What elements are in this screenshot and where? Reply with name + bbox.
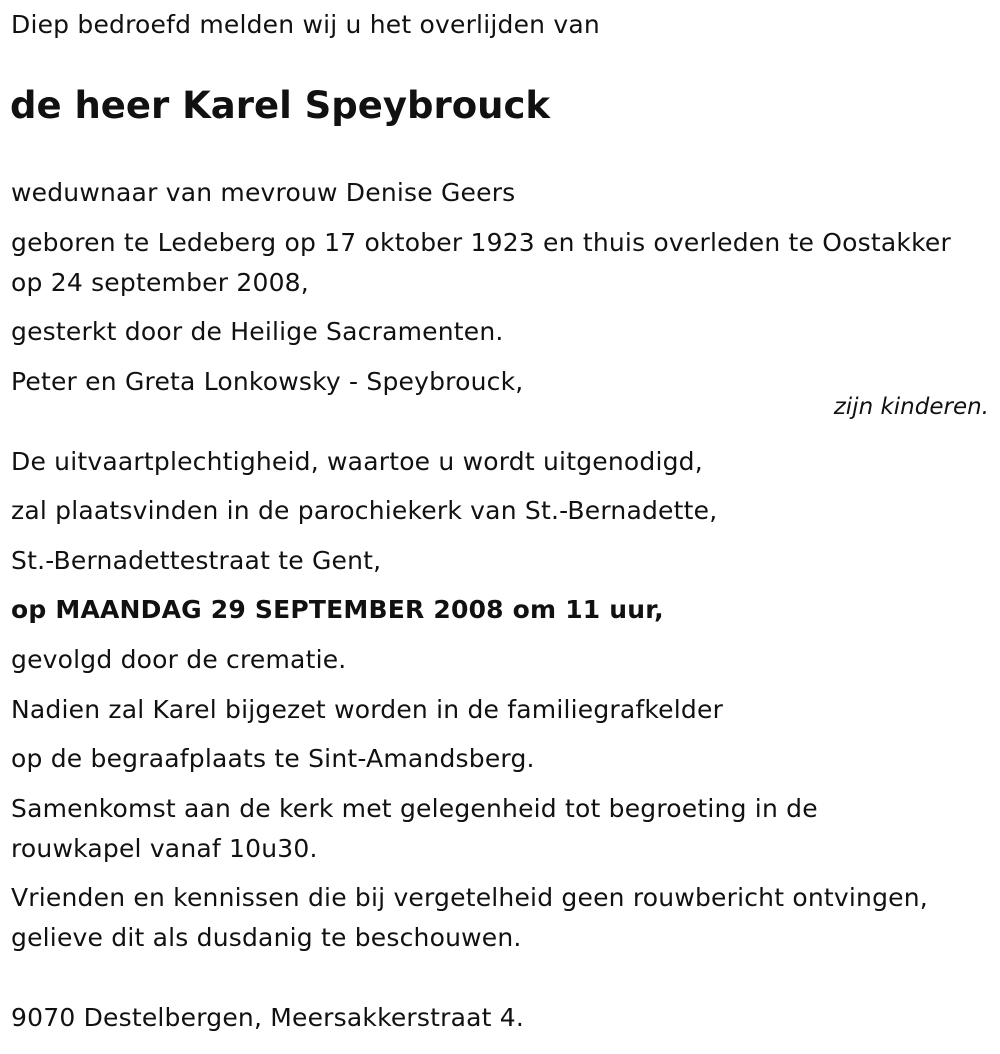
friends-line-1: Vrienden en kennissen die bij vergetelheid geen rouwbericht ontvingen, — [11, 883, 928, 912]
gathering-line-2: rouwkapel vanaf 10u30. — [11, 834, 318, 863]
funeral-date: op MAANDAG 29 SEPTEMBER 2008 om 11 uur, — [11, 595, 664, 624]
intro-text: Diep bedroefd melden wij u het overlijden van — [11, 10, 600, 39]
funeral-invite-line-2: zal plaatsvinden in de parochiekerk van St.-Bernadette, — [11, 496, 718, 525]
cremation-text: gevolgd door de crematie. — [11, 645, 347, 674]
sacraments-text: gesterkt door de Heilige Sacramenten. — [11, 317, 504, 346]
children-label: zijn kinderen. — [833, 394, 989, 420]
birth-death-line-1: geboren te Ledeberg op 17 oktober 1923 en thuis overleden te Oostakker — [11, 228, 951, 257]
burial-line-1: Nadien zal Karel bijgezet worden in de familiegrafkelder — [11, 695, 724, 724]
deceased-name-heading: de heer Karel Speybrouck — [10, 84, 551, 127]
gathering-line-1: Samenkomst aan de kerk met gelegenheid tot begroeting in de — [11, 794, 818, 823]
address-text: 9070 Destelbergen, Meersakkerstraat 4. — [11, 1003, 525, 1032]
birth-death-line-2: op 24 september 2008, — [11, 268, 309, 297]
widower-text: weduwnaar van mevrouw Denise Geers — [11, 178, 516, 207]
friends-line-2: gelieve dit als dusdanig te beschouwen. — [11, 923, 522, 952]
funeral-invite-line-1: De uitvaartplechtigheid, waartoe u wordt uitgenodigd, — [11, 447, 703, 476]
burial-line-2: op de begraafplaats te Sint-Amandsberg. — [11, 744, 535, 773]
children-names: Peter en Greta Lonkowsky - Speybrouck, — [11, 367, 524, 396]
funeral-invite-line-3: St.-Bernadettestraat te Gent, — [11, 546, 382, 575]
